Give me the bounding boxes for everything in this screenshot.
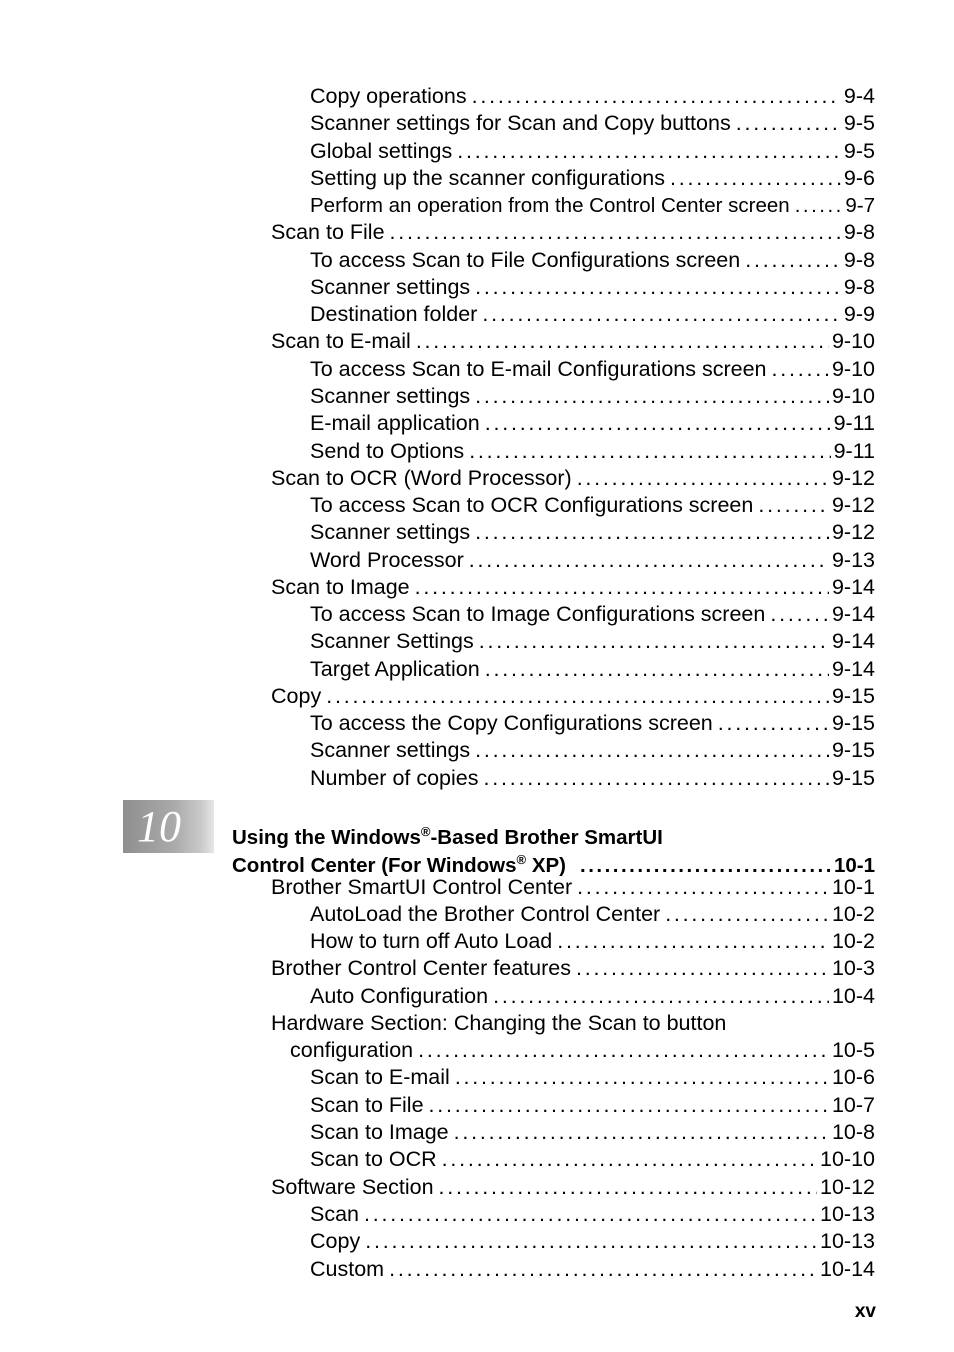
toc-entry-title: AutoLoad the Brother Control Center bbox=[310, 902, 661, 926]
toc-entry-title: configuration bbox=[290, 1038, 414, 1062]
toc-entry[interactable] bbox=[0, 192, 875, 219]
toc-entry-title: Destination folder bbox=[310, 302, 478, 326]
toc-entry-page: 10-8 bbox=[831, 1120, 875, 1144]
dot-leader bbox=[389, 1256, 817, 1283]
toc-entry-page: 9-9 bbox=[843, 302, 875, 326]
toc-entry-page: 10-14 bbox=[820, 1257, 875, 1281]
toc-entry-title: Global settings bbox=[310, 139, 453, 163]
toc-entry[interactable] bbox=[0, 683, 875, 710]
toc-entry[interactable] bbox=[0, 656, 875, 683]
toc-entry[interactable] bbox=[0, 1256, 875, 1283]
toc-entry-page: 9-11 bbox=[833, 411, 875, 435]
toc-entry-page: 10-5 bbox=[831, 1038, 875, 1062]
dot-leader bbox=[475, 519, 829, 546]
toc-entry[interactable] bbox=[0, 901, 875, 928]
toc-entry-title: Scan to Image bbox=[271, 575, 410, 599]
dot-leader bbox=[475, 274, 841, 301]
toc-entry-page: 10-2 bbox=[831, 902, 875, 926]
toc-entry-title: Scan bbox=[310, 1202, 360, 1226]
toc-entry[interactable] bbox=[0, 138, 875, 165]
dot-leader bbox=[472, 83, 841, 110]
toc-entry-title: Word Processor bbox=[310, 548, 464, 572]
toc-entry-title: Brother Control Center features bbox=[271, 956, 571, 980]
toc-entry-page: 9-15 bbox=[831, 711, 875, 735]
dot-leader bbox=[484, 765, 829, 792]
dot-leader bbox=[475, 737, 829, 764]
toc-entry-title: Setting up the scanner configurations bbox=[310, 166, 665, 190]
toc-entry-title: Scan to OCR bbox=[310, 1147, 437, 1171]
toc-entry[interactable] bbox=[0, 219, 875, 246]
toc-entry-title: To access the Copy Configurations screen bbox=[310, 711, 713, 735]
dot-leader bbox=[772, 356, 829, 383]
dot-leader bbox=[665, 901, 829, 928]
toc-entry-page: 9-8 bbox=[843, 248, 875, 272]
dot-leader bbox=[577, 874, 829, 901]
toc-entry-page: 9-10 bbox=[831, 357, 875, 381]
dot-leader bbox=[745, 247, 841, 274]
toc-entry-title: Software Section bbox=[271, 1175, 434, 1199]
toc-entry-page: 9-6 bbox=[843, 166, 875, 190]
toc-entry-title: To access Scan to E-mail Configurations screen bbox=[310, 357, 767, 381]
toc-entry[interactable] bbox=[0, 1201, 875, 1228]
dot-leader bbox=[557, 928, 829, 955]
toc-entry-title: Scanner Settings bbox=[310, 629, 474, 653]
toc-entry[interactable] bbox=[0, 383, 875, 410]
toc-entry-title: Auto Configuration bbox=[310, 984, 489, 1008]
chapter-title-text: -Based Brother SmartUI bbox=[430, 825, 663, 849]
toc-entry-title: Custom bbox=[310, 1257, 385, 1281]
toc-entry-page: 10-7 bbox=[831, 1093, 875, 1117]
toc-entry[interactable] bbox=[0, 1174, 875, 1201]
dot-leader bbox=[455, 1064, 829, 1091]
dot-leader bbox=[454, 1119, 829, 1146]
toc-entry-page: 9-8 bbox=[843, 275, 875, 299]
dot-leader bbox=[469, 547, 829, 574]
chapter-title-text: XP) bbox=[526, 853, 566, 877]
toc-entry-title: Scan to File bbox=[310, 1093, 424, 1117]
dot-leader bbox=[485, 410, 831, 437]
toc-entry[interactable] bbox=[0, 1092, 875, 1119]
toc-entry-title: Scan to File bbox=[271, 220, 385, 244]
dot-leader bbox=[670, 165, 841, 192]
dot-leader bbox=[415, 574, 829, 601]
dot-leader bbox=[326, 683, 829, 710]
toc-entry-page: 9-4 bbox=[843, 84, 875, 108]
toc-entry-title: To access Scan to OCR Configurations screen bbox=[310, 493, 754, 517]
dot-leader bbox=[479, 628, 829, 655]
toc-entry-page: 9-12 bbox=[831, 493, 875, 517]
toc-entry-title: Scan to OCR (Word Processor) bbox=[271, 466, 572, 490]
toc-entry-page: 9-14 bbox=[831, 657, 875, 681]
chapter-title-text: Control Center (For Windows bbox=[232, 853, 517, 877]
registered-mark: ® bbox=[516, 852, 527, 867]
toc-entry-title: Scan to E-mail bbox=[310, 1065, 450, 1089]
toc-entry-page: 9-13 bbox=[831, 548, 875, 572]
toc-entry-title: Copy operations bbox=[310, 84, 467, 108]
toc-entry-page: 10-2 bbox=[831, 929, 875, 953]
toc-entry[interactable] bbox=[0, 274, 875, 301]
toc-entry[interactable] bbox=[0, 1146, 875, 1173]
toc-entry-page: 9-14 bbox=[831, 575, 875, 599]
toc-entry-page: 9-14 bbox=[831, 602, 875, 626]
toc-entry-page: 9-15 bbox=[831, 738, 875, 762]
toc-entry[interactable] bbox=[0, 110, 875, 137]
toc-entry-title: Perform an operation from the Control Center screen bbox=[310, 194, 790, 217]
toc-entry-page: 9-5 bbox=[843, 139, 875, 163]
dot-leader bbox=[365, 1228, 817, 1255]
page-number: xv bbox=[854, 1301, 876, 1322]
toc-entry-page: 9-10 bbox=[831, 384, 875, 408]
toc-entry-page: 9-12 bbox=[831, 520, 875, 544]
toc-entry[interactable] bbox=[0, 928, 875, 955]
chapter-number: 10 bbox=[137, 802, 181, 851]
toc-entry-title: How to turn off Auto Load bbox=[310, 929, 553, 953]
dot-leader bbox=[577, 465, 829, 492]
toc-entry[interactable] bbox=[0, 874, 875, 901]
dot-leader bbox=[493, 983, 829, 1010]
toc-entry[interactable] bbox=[0, 574, 875, 601]
toc-entry[interactable] bbox=[0, 356, 875, 383]
dot-leader bbox=[416, 328, 829, 355]
toc-entry[interactable] bbox=[0, 710, 875, 737]
dot-leader bbox=[364, 1201, 817, 1228]
toc-entry-title: Number of copies bbox=[310, 766, 479, 790]
dot-leader bbox=[736, 110, 841, 137]
toc-entry[interactable] bbox=[0, 737, 875, 764]
toc-entry-page: 10-13 bbox=[820, 1202, 875, 1226]
chapter-page: 10-1 bbox=[833, 853, 875, 877]
dot-leader bbox=[485, 656, 829, 683]
dot-leader bbox=[718, 710, 829, 737]
toc-entry-title: E-mail application bbox=[310, 411, 480, 435]
toc-entry-page: 9-14 bbox=[831, 629, 875, 653]
toc-entry-title: Scanner settings bbox=[310, 275, 471, 299]
toc-entry[interactable] bbox=[0, 765, 875, 792]
toc-entry-title: Scanner settings bbox=[310, 384, 471, 408]
toc-entry-title: To access Scan to Image Configurations screen bbox=[310, 602, 766, 626]
toc-entry-title: Copy bbox=[271, 684, 322, 708]
toc-entry-page: 9-10 bbox=[831, 329, 875, 353]
toc-entry-page: 9-12 bbox=[831, 466, 875, 490]
toc-entry-title: Scanner settings bbox=[310, 520, 471, 544]
toc-entry[interactable] bbox=[0, 83, 875, 110]
toc-entry[interactable] bbox=[0, 1119, 875, 1146]
dot-leader bbox=[770, 601, 829, 628]
dot-leader bbox=[442, 1146, 817, 1173]
dot-leader bbox=[390, 219, 841, 246]
toc-entry[interactable] bbox=[0, 301, 875, 328]
toc-entry[interactable] bbox=[0, 465, 875, 492]
toc-entry-page: 9-7 bbox=[845, 194, 875, 217]
toc-entry[interactable] bbox=[0, 547, 875, 574]
toc-entry[interactable] bbox=[0, 1064, 875, 1091]
dot-leader bbox=[576, 955, 829, 982]
toc-entry-title: Brother SmartUI Control Center bbox=[271, 875, 573, 899]
toc-entry[interactable] bbox=[0, 328, 875, 355]
toc-entry[interactable] bbox=[0, 628, 875, 655]
toc-entry[interactable] bbox=[0, 1228, 875, 1255]
dot-leader bbox=[475, 383, 829, 410]
toc-entry[interactable] bbox=[0, 955, 875, 982]
toc-entry-page: 10-13 bbox=[820, 1229, 875, 1253]
toc-entry-title: Target Application bbox=[310, 657, 480, 681]
toc-entry-title: Scanner settings for Scan and Copy buttons bbox=[310, 111, 731, 135]
toc-entry-title: To access Scan to File Configurations screen bbox=[310, 248, 741, 272]
toc-entry-title: Scan to Image bbox=[310, 1120, 449, 1144]
toc-entry-wrapped-title[interactable]: Hardware Section: Changing the Scan to button bbox=[271, 1011, 727, 1035]
dot-leader bbox=[429, 1092, 829, 1119]
toc-entry[interactable] bbox=[0, 519, 875, 546]
toc-entry-title: Copy bbox=[310, 1229, 361, 1253]
toc-entry-page: 9-15 bbox=[831, 684, 875, 708]
toc-entry-page: 10-3 bbox=[831, 956, 875, 980]
toc-entry-page: 10-1 bbox=[831, 875, 875, 899]
toc-entry-title: Scan to E-mail bbox=[271, 329, 411, 353]
toc-entry-page: 10-10 bbox=[820, 1147, 875, 1171]
toc-entry-page: 9-5 bbox=[843, 111, 875, 135]
toc-entry[interactable] bbox=[0, 601, 875, 628]
toc-entry[interactable] bbox=[0, 1037, 875, 1064]
toc-entry-page: 9-8 bbox=[843, 220, 875, 244]
toc-entry-page: 9-15 bbox=[831, 766, 875, 790]
toc-entry[interactable] bbox=[0, 438, 875, 465]
dot-leader bbox=[469, 438, 830, 465]
dot-leader bbox=[439, 1174, 817, 1201]
toc-entry[interactable] bbox=[0, 247, 875, 274]
toc-entry-title: Send to Options bbox=[310, 439, 465, 463]
dot-leader bbox=[758, 492, 829, 519]
dot-leader bbox=[457, 138, 841, 165]
toc-entry[interactable] bbox=[0, 492, 875, 519]
toc-entry-page: 10-12 bbox=[820, 1175, 875, 1199]
chapter-title-text: Using the Windows bbox=[232, 825, 421, 849]
toc-entry[interactable] bbox=[0, 410, 875, 437]
dot-leader bbox=[795, 192, 843, 219]
dot-leader bbox=[482, 301, 841, 328]
toc-entry[interactable] bbox=[0, 165, 875, 192]
toc-entry-page: 10-6 bbox=[831, 1065, 875, 1089]
toc-entry[interactable] bbox=[0, 983, 875, 1010]
toc-entry-page: 9-11 bbox=[833, 439, 875, 463]
dot-leader bbox=[418, 1037, 829, 1064]
toc-entry-page: 10-4 bbox=[831, 984, 875, 1008]
registered-mark: ® bbox=[420, 824, 431, 839]
toc-entry-title: Scanner settings bbox=[310, 738, 471, 762]
